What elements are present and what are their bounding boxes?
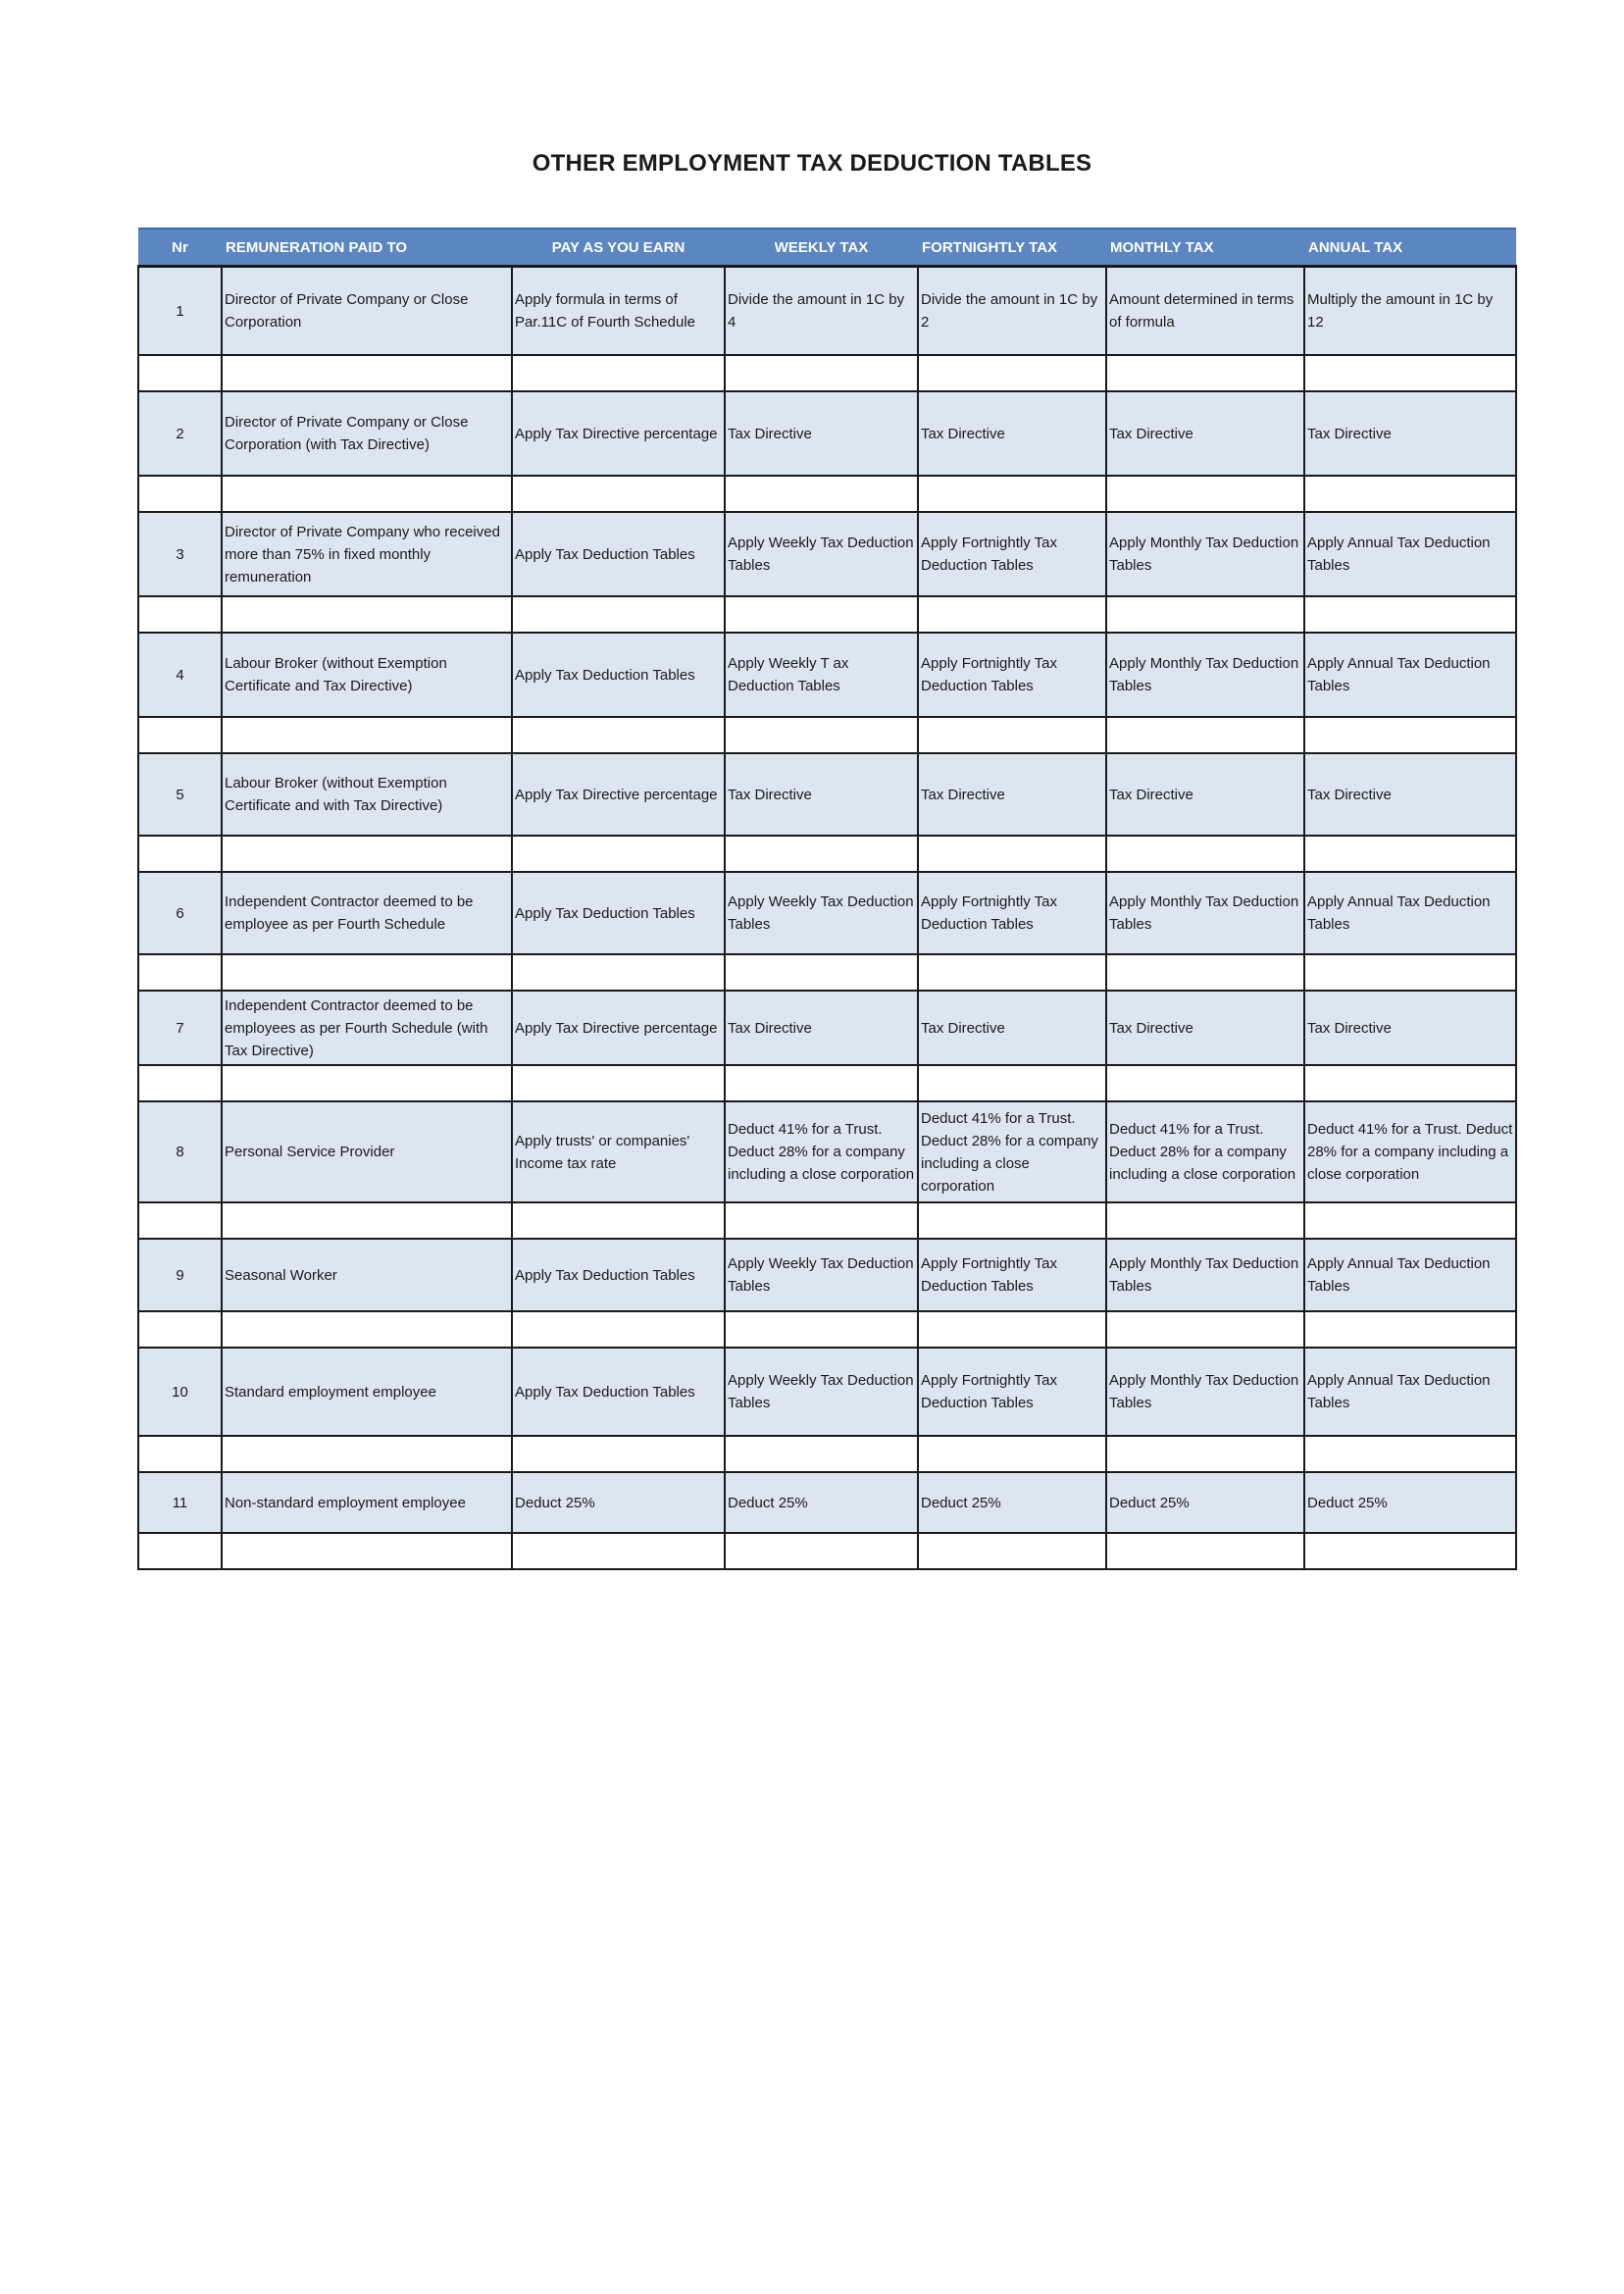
pay-as-you-earn-cell: Apply trusts' or companies' Income tax rate: [512, 1101, 725, 1202]
empty-cell: [918, 1436, 1106, 1472]
empty-cell: [512, 1311, 725, 1348]
empty-cell: [512, 836, 725, 872]
spacer-row: [138, 1436, 1516, 1472]
empty-cell: [725, 836, 918, 872]
empty-cell: [918, 836, 1106, 872]
empty-cell: [222, 355, 512, 391]
pay-as-you-earn-cell: Apply Tax Deduction Tables: [512, 633, 725, 717]
table-row: [138, 753, 1516, 836]
fortnightly-tax-cell: Apply Fortnightly Tax Deduction Tables: [918, 872, 1106, 954]
pay-as-you-earn-cell: Apply Tax Directive percentage: [512, 991, 725, 1065]
empty-cell: [1304, 1202, 1516, 1239]
monthly-tax-cell: Deduct 25%: [1106, 1472, 1304, 1533]
annual-tax-cell: Apply Annual Tax Deduction Tables: [1304, 1348, 1516, 1436]
empty-cell: [222, 1311, 512, 1348]
table-row: [138, 991, 1516, 1065]
empty-cell: [1106, 1065, 1304, 1101]
empty-cell: [1106, 954, 1304, 991]
table-row: [138, 1472, 1516, 1533]
pay-as-you-earn-cell: Apply Tax Deduction Tables: [512, 872, 725, 954]
row-number-cell: 8: [138, 1101, 222, 1202]
monthly-tax-cell: Tax Directive: [1106, 753, 1304, 836]
empty-cell: [1106, 1533, 1304, 1569]
empty-cell: [512, 1436, 725, 1472]
empty-cell: [918, 476, 1106, 512]
annual-tax-cell: Tax Directive: [1304, 991, 1516, 1065]
monthly-tax-cell: Apply Monthly Tax Deduction Tables: [1106, 512, 1304, 596]
pay-as-you-earn-cell: Apply Tax Directive percentage: [512, 753, 725, 836]
empty-cell: [1106, 1311, 1304, 1348]
empty-cell: [1106, 1436, 1304, 1472]
monthly-tax-cell: Apply Monthly Tax Deduction Tables: [1106, 872, 1304, 954]
annual-tax-cell: Apply Annual Tax Deduction Tables: [1304, 872, 1516, 954]
empty-cell: [512, 1533, 725, 1569]
remuneration-paid-to-cell: Non-standard employment employee: [222, 1472, 512, 1533]
empty-cell: [222, 596, 512, 633]
fortnightly-tax-cell: Apply Fortnightly Tax Deduction Tables: [918, 1348, 1106, 1436]
header-weekly-tax: WEEKLY TAX: [725, 229, 918, 267]
empty-cell: [725, 355, 918, 391]
weekly-tax-cell: Apply Weekly Tax Deduction Tables: [725, 512, 918, 596]
remuneration-paid-to-cell: Labour Broker (without Exemption Certificate and Tax Directive): [222, 633, 512, 717]
empty-cell: [138, 476, 222, 512]
row-number-cell: 10: [138, 1348, 222, 1436]
empty-cell: [138, 836, 222, 872]
annual-tax-cell: Multiply the amount in 1C by 12: [1304, 267, 1516, 356]
annual-tax-cell: Apply Annual Tax Deduction Tables: [1304, 512, 1516, 596]
remuneration-paid-to-cell: Director of Private Company or Close Corporation (with Tax Directive): [222, 391, 512, 476]
empty-cell: [725, 1202, 918, 1239]
empty-cell: [725, 1533, 918, 1569]
weekly-tax-cell: Apply Weekly Tax Deduction Tables: [725, 1348, 918, 1436]
empty-cell: [1304, 1436, 1516, 1472]
row-number-cell: 6: [138, 872, 222, 954]
row-number-cell: 2: [138, 391, 222, 476]
empty-cell: [918, 717, 1106, 753]
pay-as-you-earn-cell: Apply formula in terms of Par.11C of Fourth Schedule: [512, 267, 725, 356]
empty-cell: [1304, 717, 1516, 753]
empty-cell: [725, 596, 918, 633]
header-fortnightly-tax: FORTNIGHTLY TAX: [918, 229, 1106, 267]
empty-cell: [1106, 717, 1304, 753]
table-row: [138, 267, 1516, 356]
annual-tax-cell: Deduct 25%: [1304, 1472, 1516, 1533]
fortnightly-tax-cell: Tax Directive: [918, 991, 1106, 1065]
table-row: [138, 1101, 1516, 1202]
empty-cell: [512, 717, 725, 753]
empty-cell: [138, 717, 222, 753]
empty-cell: [222, 1065, 512, 1101]
monthly-tax-cell: Apply Monthly Tax Deduction Tables: [1106, 1239, 1304, 1311]
pay-as-you-earn-cell: Apply Tax Deduction Tables: [512, 512, 725, 596]
table-row: [138, 1239, 1516, 1311]
row-number-cell: 3: [138, 512, 222, 596]
monthly-tax-cell: Amount determined in terms of formula: [1106, 267, 1304, 356]
empty-cell: [138, 596, 222, 633]
fortnightly-tax-cell: Apply Fortnightly Tax Deduction Tables: [918, 633, 1106, 717]
empty-cell: [725, 954, 918, 991]
spacer-row: [138, 954, 1516, 991]
header-nr: Nr: [138, 229, 222, 267]
empty-cell: [138, 1311, 222, 1348]
annual-tax-cell: Apply Annual Tax Deduction Tables: [1304, 633, 1516, 717]
empty-cell: [512, 476, 725, 512]
empty-cell: [1304, 596, 1516, 633]
pay-as-you-earn-cell: Apply Tax Directive percentage: [512, 391, 725, 476]
remuneration-paid-to-cell: Seasonal Worker: [222, 1239, 512, 1311]
tax-deduction-table: [137, 228, 1517, 1570]
empty-cell: [1304, 476, 1516, 512]
row-number-cell: 7: [138, 991, 222, 1065]
empty-cell: [918, 596, 1106, 633]
spacer-row: [138, 836, 1516, 872]
pay-as-you-earn-cell: Deduct 25%: [512, 1472, 725, 1533]
empty-cell: [725, 1311, 918, 1348]
empty-cell: [1106, 476, 1304, 512]
annual-tax-cell: Apply Annual Tax Deduction Tables: [1304, 1239, 1516, 1311]
empty-cell: [725, 476, 918, 512]
fortnightly-tax-cell: Apply Fortnightly Tax Deduction Tables: [918, 1239, 1106, 1311]
empty-cell: [512, 954, 725, 991]
remuneration-paid-to-cell: Director of Private Company who received more than 75% in fixed monthly remuneration: [222, 512, 512, 596]
annual-tax-cell: Tax Directive: [1304, 753, 1516, 836]
weekly-tax-cell: Apply Weekly T ax Deduction Tables: [725, 633, 918, 717]
fortnightly-tax-cell: Tax Directive: [918, 391, 1106, 476]
empty-cell: [1304, 355, 1516, 391]
empty-cell: [222, 954, 512, 991]
monthly-tax-cell: Apply Monthly Tax Deduction Tables: [1106, 633, 1304, 717]
table-row: [138, 872, 1516, 954]
empty-cell: [512, 1202, 725, 1239]
empty-cell: [725, 1436, 918, 1472]
empty-cell: [1304, 836, 1516, 872]
row-number-cell: 4: [138, 633, 222, 717]
monthly-tax-cell: Tax Directive: [1106, 391, 1304, 476]
remuneration-paid-to-cell: Personal Service Provider: [222, 1101, 512, 1202]
fortnightly-tax-cell: Deduct 25%: [918, 1472, 1106, 1533]
empty-cell: [918, 355, 1106, 391]
pay-as-you-earn-cell: Apply Tax Deduction Tables: [512, 1348, 725, 1436]
empty-cell: [222, 717, 512, 753]
weekly-tax-cell: Apply Weekly Tax Deduction Tables: [725, 1239, 918, 1311]
header-remuneration-paid-to: REMUNERATION PAID TO: [222, 229, 512, 267]
empty-cell: [1304, 954, 1516, 991]
annual-tax-cell: Deduct 41% for a Trust. Deduct 28% for a company including a close corporation: [1304, 1101, 1516, 1202]
empty-cell: [918, 954, 1106, 991]
annual-tax-cell: Tax Directive: [1304, 391, 1516, 476]
spacer-row: [138, 1202, 1516, 1239]
spacer-row: [138, 596, 1516, 633]
pay-as-you-earn-cell: Apply Tax Deduction Tables: [512, 1239, 725, 1311]
fortnightly-tax-cell: Deduct 41% for a Trust. Deduct 28% for a company including a close corporation: [918, 1101, 1106, 1202]
spacer-row: [138, 355, 1516, 391]
empty-cell: [222, 836, 512, 872]
empty-cell: [725, 717, 918, 753]
empty-cell: [512, 596, 725, 633]
monthly-tax-cell: Deduct 41% for a Trust. Deduct 28% for a company including a close corporation: [1106, 1101, 1304, 1202]
spacer-row: [138, 1533, 1516, 1569]
remuneration-paid-to-cell: Independent Contractor deemed to be employee as per Fourth Schedule: [222, 872, 512, 954]
empty-cell: [1304, 1311, 1516, 1348]
empty-cell: [138, 1436, 222, 1472]
empty-cell: [138, 355, 222, 391]
weekly-tax-cell: Tax Directive: [725, 991, 918, 1065]
empty-cell: [1304, 1065, 1516, 1101]
table-row: [138, 633, 1516, 717]
row-number-cell: 1: [138, 267, 222, 356]
weekly-tax-cell: Tax Directive: [725, 391, 918, 476]
empty-cell: [918, 1065, 1106, 1101]
row-number-cell: 11: [138, 1472, 222, 1533]
empty-cell: [918, 1311, 1106, 1348]
empty-cell: [222, 1202, 512, 1239]
empty-cell: [512, 1065, 725, 1101]
remuneration-paid-to-cell: Labour Broker (without Exemption Certificate and with Tax Directive): [222, 753, 512, 836]
monthly-tax-cell: Tax Directive: [1106, 991, 1304, 1065]
empty-cell: [222, 1533, 512, 1569]
remuneration-paid-to-cell: Director of Private Company or Close Corporation: [222, 267, 512, 356]
spacer-row: [138, 717, 1516, 753]
weekly-tax-cell: Apply Weekly Tax Deduction Tables: [725, 872, 918, 954]
table-row: [138, 1348, 1516, 1436]
weekly-tax-cell: Deduct 25%: [725, 1472, 918, 1533]
header-annual-tax: ANNUAL TAX: [1304, 229, 1516, 267]
empty-cell: [1106, 596, 1304, 633]
fortnightly-tax-cell: Divide the amount in 1C by 2: [918, 267, 1106, 356]
empty-cell: [222, 1436, 512, 1472]
empty-cell: [222, 476, 512, 512]
table-row: [138, 391, 1516, 476]
fortnightly-tax-cell: Apply Fortnightly Tax Deduction Tables: [918, 512, 1106, 596]
empty-cell: [512, 355, 725, 391]
empty-cell: [725, 1065, 918, 1101]
page-title: OTHER EMPLOYMENT TAX DEDUCTION TABLES: [532, 150, 1092, 177]
empty-cell: [1106, 836, 1304, 872]
spacer-row: [138, 476, 1516, 512]
remuneration-paid-to-cell: Independent Contractor deemed to be employees as per Fourth Schedule (with Tax Directive): [222, 991, 512, 1065]
empty-cell: [1106, 1202, 1304, 1239]
table-row: [138, 512, 1516, 596]
table-body: [138, 267, 1516, 1570]
empty-cell: [1304, 1533, 1516, 1569]
monthly-tax-cell: Apply Monthly Tax Deduction Tables: [1106, 1348, 1304, 1436]
fortnightly-tax-cell: Tax Directive: [918, 753, 1106, 836]
weekly-tax-cell: Tax Directive: [725, 753, 918, 836]
empty-cell: [1106, 355, 1304, 391]
empty-cell: [138, 1202, 222, 1239]
spacer-row: [138, 1065, 1516, 1101]
empty-cell: [138, 954, 222, 991]
empty-cell: [918, 1533, 1106, 1569]
remuneration-paid-to-cell: Standard employment employee: [222, 1348, 512, 1436]
header-row: [138, 229, 1516, 267]
empty-cell: [138, 1533, 222, 1569]
header-monthly-tax: MONTHLY TAX: [1106, 229, 1304, 267]
empty-cell: [918, 1202, 1106, 1239]
empty-cell: [138, 1065, 222, 1101]
row-number-cell: 9: [138, 1239, 222, 1311]
weekly-tax-cell: Deduct 41% for a Trust. Deduct 28% for a company including a close corporation: [725, 1101, 918, 1202]
header-pay-as-you-earn: PAY AS YOU EARN: [512, 229, 725, 267]
weekly-tax-cell: Divide the amount in 1C by 4: [725, 267, 918, 356]
row-number-cell: 5: [138, 753, 222, 836]
spacer-row: [138, 1311, 1516, 1348]
